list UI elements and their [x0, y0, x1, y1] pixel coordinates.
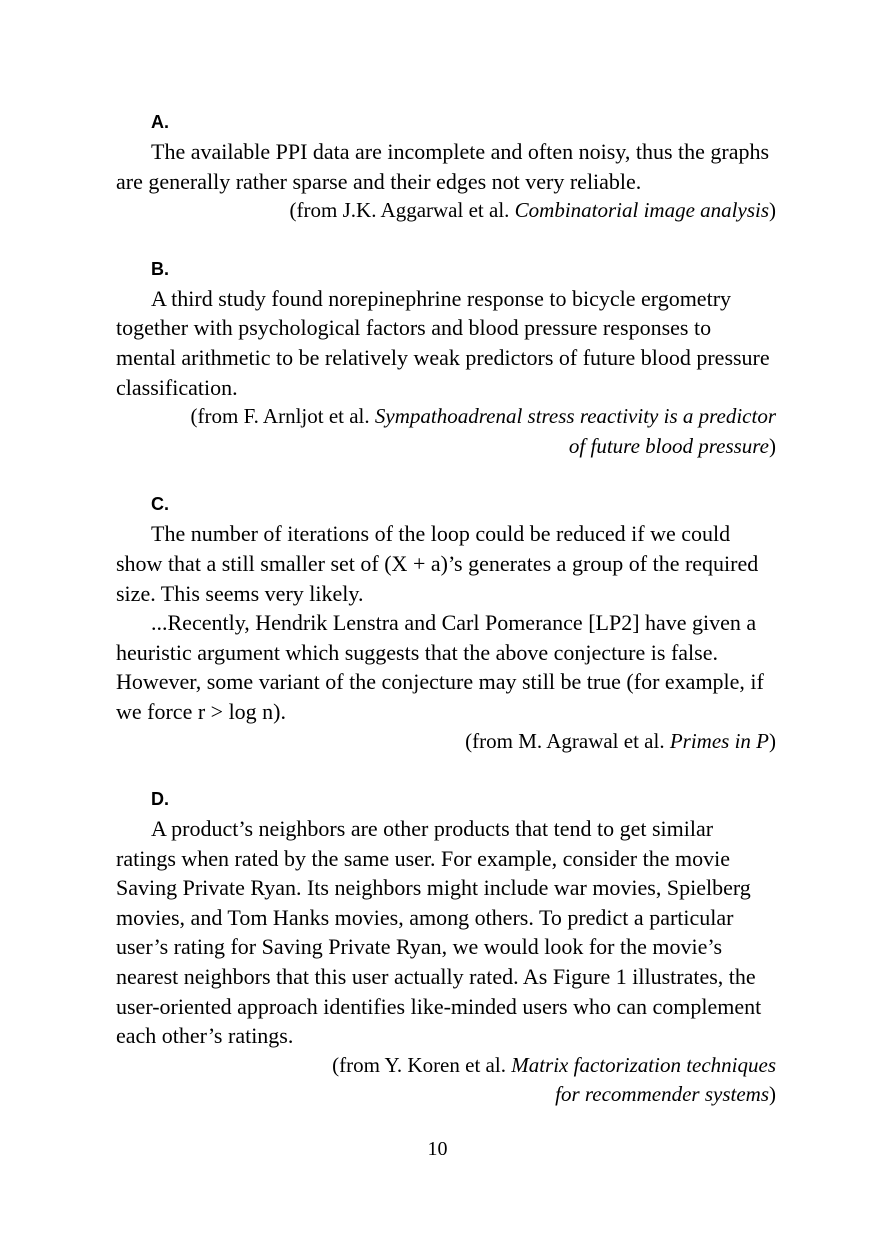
section-label: A. [151, 112, 169, 132]
section-d [116, 785, 776, 1110]
citation-title-line2: for recommender systems [555, 1082, 769, 1107]
source-citation [116, 1051, 776, 1110]
section-a [116, 108, 776, 226]
source-citation [116, 196, 776, 226]
citation-title-line1: Matrix factorization techniques [511, 1052, 776, 1077]
document-page [116, 108, 776, 1110]
section-paragraph: ...Recently, Hendrik Lenstra and Carl Pomerance [LP2] have given a heuristic argument which suggests that the above conjecture is false. However, some variant of the conjecture may still be true (for example, if we force r > log n). [116, 610, 764, 724]
citation-suffix: ) [769, 198, 776, 223]
section-paragraph: A product’s neighbors are other products that tend to get similar ratings when rated by the same user. For example, consider the movie Saving Private Ryan. Its neighbors might include war movies, Spielberg movies, and Tom Hanks movies, among others. To predict a particular user’s rating for Saving Private Ryan, we would look for the movie’s nearest neighbors that this user actually rated. As Figure 1 illustrates, the user-oriented approach identifies like-minded users who can complement each other’s ratings. [116, 816, 762, 1049]
citation-prefix: (from Y. Koren et al. [332, 1052, 512, 1077]
citation-prefix: (from J.K. Aggarwal et al. [289, 198, 515, 223]
citation-title: Primes in P [669, 728, 769, 753]
citation-title-line1: Sympathoadrenal stress reactivity is a predictor [374, 404, 776, 429]
section-c [116, 490, 776, 756]
section-gap [116, 461, 776, 490]
citation-title: Combinatorial image analysis [514, 198, 769, 223]
section-label: D. [151, 789, 169, 810]
citation-prefix: (from M. Agrawal et al. [465, 728, 670, 753]
section-paragraph: A third study found norepinephrine response to bicycle ergometry together with psychological factors and blood pressure responses to mental arithmetic to be relatively weak predictors of future blood pressure classification. [116, 285, 770, 400]
citation-title-line2: of future blood pressure [568, 433, 769, 458]
citation-prefix: (from F. Arnljot et al. [190, 404, 375, 429]
section-paragraph: The number of iterations of the loop could be reduced if we could show that a still smaller set of (X + a)’s generates a group of the required size. This seems very likely. [116, 521, 759, 606]
citation-suffix: ) [769, 1082, 776, 1107]
citation-suffix: ) [769, 433, 776, 458]
section-gap [116, 756, 776, 785]
section-label: B. [151, 258, 169, 279]
section-label: C. [151, 494, 169, 515]
section-gap [116, 226, 776, 255]
page-number: 10 [427, 1138, 448, 1160]
section-paragraph: The available PPI data are incomplete and often noisy, thus the graphs are generally rather sparse and their edges not very reliable. [116, 139, 770, 194]
section-b [116, 255, 776, 462]
source-citation [116, 727, 776, 757]
source-citation [116, 402, 776, 461]
citation-suffix: ) [769, 728, 776, 753]
